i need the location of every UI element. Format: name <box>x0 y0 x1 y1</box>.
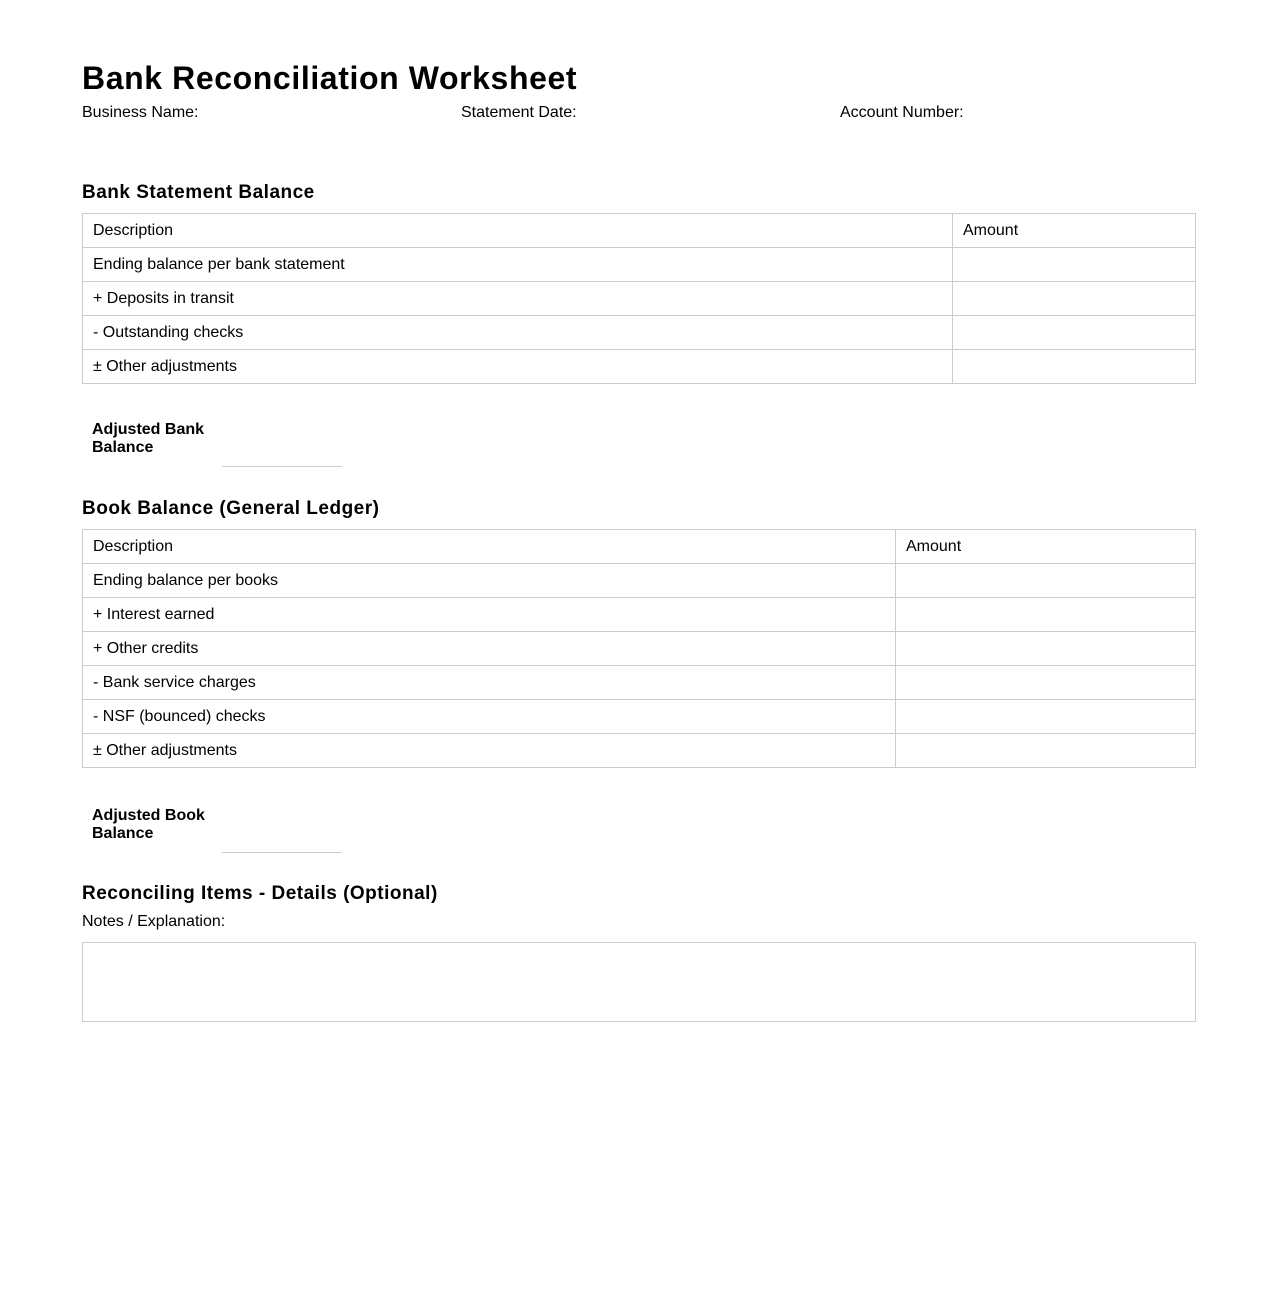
account-number-label: Account Number: <box>840 104 964 121</box>
adjusted-bank-balance-field[interactable] <box>222 466 342 467</box>
table-row <box>83 734 1196 768</box>
row-description: ± Other adjustments <box>83 734 896 768</box>
book-section-title: Book Balance (General Ledger) <box>82 498 380 519</box>
adjusted-bank-balance-label: Adjusted Bank Balance <box>92 421 205 456</box>
table-row <box>83 632 1196 666</box>
reconciling-section-title: Reconciling Items - Details (Optional) <box>82 883 438 904</box>
column-header-description: Description <box>83 530 896 564</box>
row-description: ± Other adjustments <box>83 350 953 384</box>
table-row <box>83 598 1196 632</box>
table-row <box>83 350 1196 384</box>
amount-cell[interactable] <box>896 700 1196 734</box>
adjusted-book-balance-label: Adjusted Book Balance <box>92 807 205 842</box>
statement-date-label: Statement Date: <box>461 104 577 121</box>
amount-cell[interactable] <box>953 350 1196 384</box>
notes-label: Notes / Explanation: <box>82 913 226 930</box>
amount-cell[interactable] <box>953 316 1196 350</box>
row-description: Ending balance per books <box>83 564 896 598</box>
column-header-amount: Amount <box>896 530 1196 564</box>
page-title: Bank Reconciliation Worksheet <box>82 60 578 96</box>
adjusted-book-balance-field[interactable] <box>222 852 342 853</box>
amount-cell[interactable] <box>896 564 1196 598</box>
amount-cell[interactable] <box>896 598 1196 632</box>
bank-balance-table <box>82 213 1196 384</box>
header-fields <box>82 104 1196 124</box>
amount-cell[interactable] <box>953 248 1196 282</box>
business-name-label: Business Name: <box>82 104 199 121</box>
notes-textarea[interactable] <box>82 942 1196 1022</box>
adjusted-bank-balance <box>92 421 352 481</box>
adjusted-book-balance <box>92 807 352 867</box>
row-description: + Other credits <box>83 632 896 666</box>
row-description: + Deposits in transit <box>83 282 953 316</box>
table-row <box>83 564 1196 598</box>
amount-cell[interactable] <box>953 282 1196 316</box>
row-description: - NSF (bounced) checks <box>83 700 896 734</box>
bank-section-title: Bank Statement Balance <box>82 182 315 203</box>
column-header-amount: Amount <box>953 214 1196 248</box>
table-row <box>83 316 1196 350</box>
row-description: Ending balance per bank statement <box>83 248 953 282</box>
amount-cell[interactable] <box>896 632 1196 666</box>
table-row <box>83 282 1196 316</box>
amount-cell[interactable] <box>896 666 1196 700</box>
row-description: - Outstanding checks <box>83 316 953 350</box>
book-balance-table <box>82 529 1196 768</box>
table-row <box>83 666 1196 700</box>
row-description: + Interest earned <box>83 598 896 632</box>
row-description: - Bank service charges <box>83 666 896 700</box>
table-row <box>83 248 1196 282</box>
table-header-row <box>83 214 1196 248</box>
column-header-description: Description <box>83 214 953 248</box>
table-row <box>83 700 1196 734</box>
table-header-row <box>83 530 1196 564</box>
amount-cell[interactable] <box>896 734 1196 768</box>
